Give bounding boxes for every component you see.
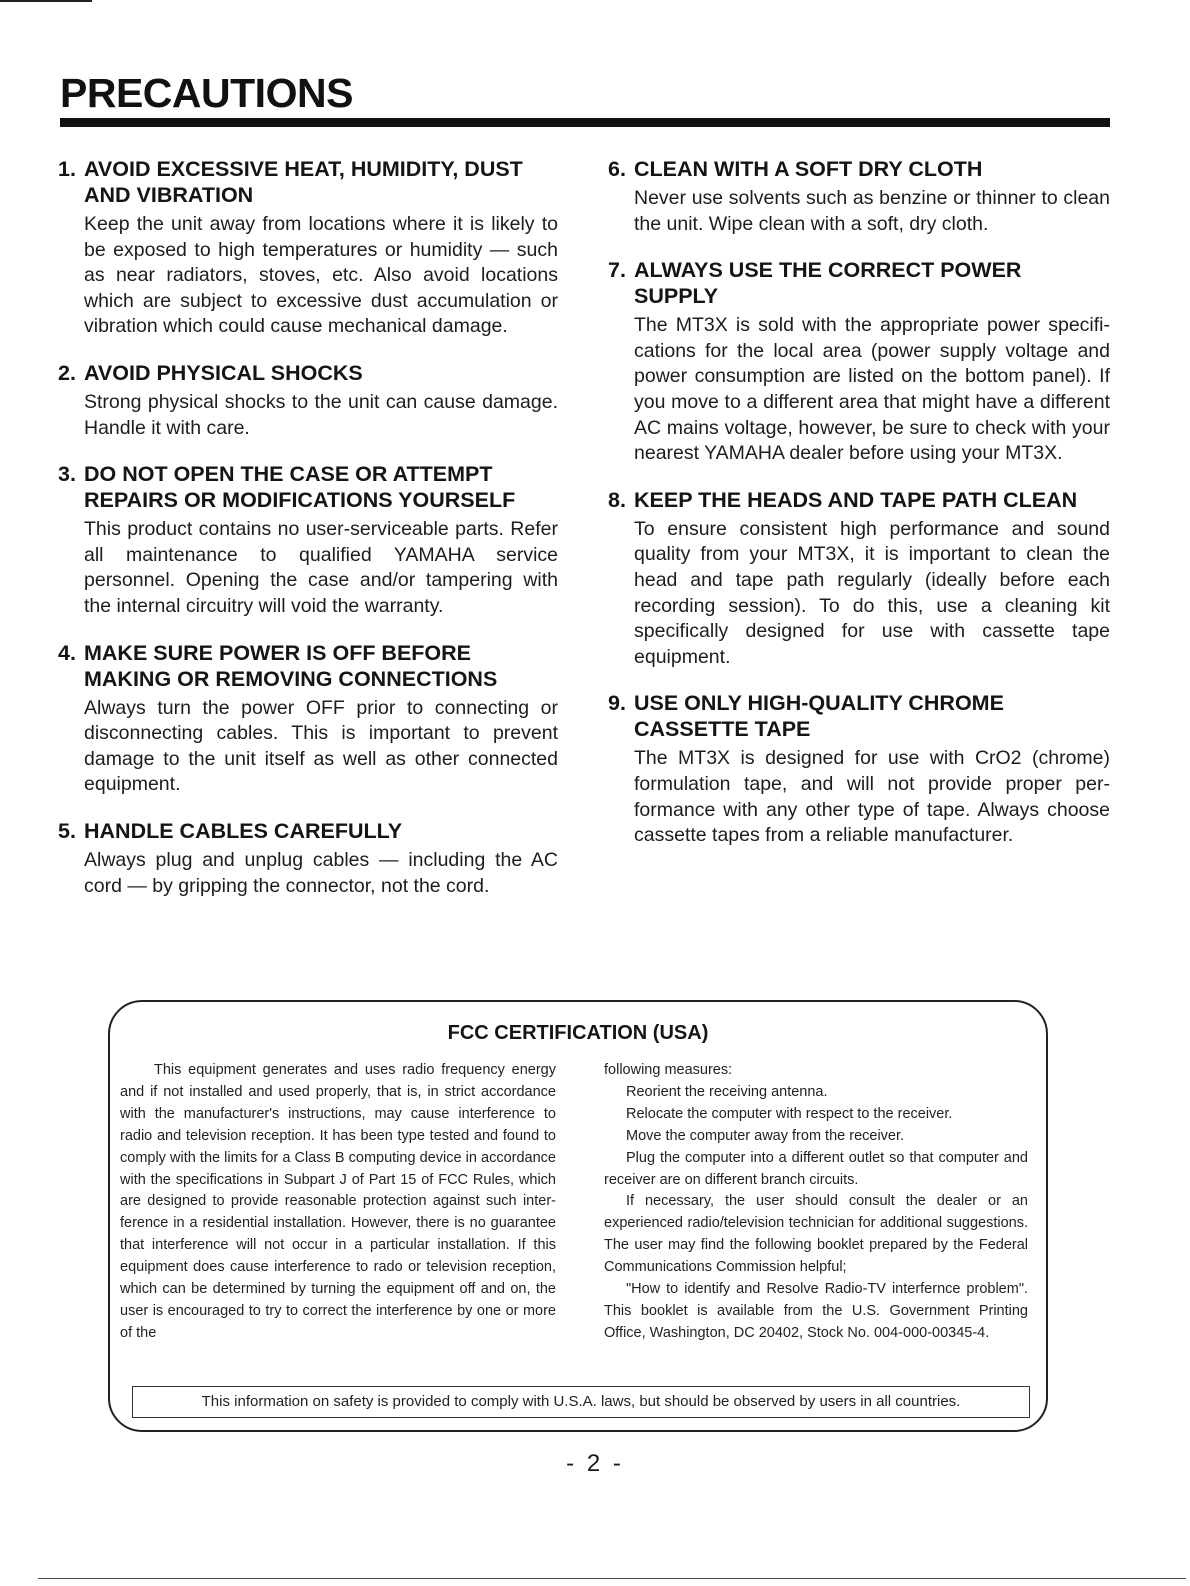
precaution-title: MAKE SURE POWER IS OFF BEFORE MAKING OR REMOVING CONNECTIONS <box>84 640 498 691</box>
precaution-body: To ensure consistent high performance and sound quality from your MT3X, it is important to clean the head and tape path regularly (ideally before each recording session). To do this, use a cleaning kit specifically designed for use with cassette tape equipment. <box>634 517 1110 668</box>
fcc-consult-paragraph: If necessary, the user should consult the dealer or an experienced radio/television technician for additional suggestions. The user may find the following booklet prepared by the Federal Communications Commission helpful; <box>604 1193 1028 1276</box>
title-underline-bar <box>60 118 1110 127</box>
precaution-title: KEEP THE HEADS AND TAPE PATH CLEAN <box>634 487 1078 512</box>
precaution-body: Never use solvents such as benzine or thinner to clean the unit. Wipe clean with a soft, dry cloth. <box>634 187 1110 235</box>
fcc-booklet-paragraph: "How to identify and Resolve Radio-TV interfernce problem". This booklet is available from the U.S. Government Printing Office, Washington, DC 20402, Stock No. 004-000-00345-4. <box>604 1281 1028 1341</box>
precaution-title: AVOID PHYSICAL SHOCKS <box>84 360 363 385</box>
precaution-number: 2. <box>58 360 76 385</box>
fcc-certification-box <box>108 1000 1048 1432</box>
precaution-heading <box>58 461 558 513</box>
fcc-right-column <box>604 1060 1028 1345</box>
fcc-intro-paragraph: This equipment generates and uses radio frequency energy and if not installed and used properly, that is, in strict accordance with the manufacturer's instructions, may cause interference to radio and television reception. It has been type tested and found to comply with the limits for a Class B computing device in accordance with the specifications in Subpart J of Part 15 of FCC Rules, which are designed to provide reasonable protection against such interference in a residential installation. However, there is no guarantee that interference will not occur in a particular installation. If this equipment does cause interference to rado or television reception, which can be determined by turning the equipment off and on, the user is encouraged to try to correct the interference by one or more of the <box>120 1062 556 1341</box>
fcc-left-column <box>120 1060 556 1345</box>
page-title: PRECAUTIONS <box>60 70 353 116</box>
precaution-title: USE ONLY HIGH-QUALITY CHROME CASSETTE TAPE <box>634 691 1004 742</box>
precaution-number: 8. <box>608 487 626 512</box>
precaution-item <box>608 487 1110 671</box>
precaution-heading <box>608 690 1110 742</box>
fcc-measure-item: Reorient the receiving antenna. <box>626 1083 828 1100</box>
precaution-number: 7. <box>608 258 626 283</box>
fcc-measure-item: Move the computer away from the receiver. <box>626 1127 905 1144</box>
bottom-edge-rule <box>38 1578 1186 1579</box>
safety-notice: This information on safety is provided to comply with U.S.A. laws, but should be observed by users in all countries. <box>132 1386 1030 1418</box>
precaution-title: DO NOT OPEN THE CASE OR ATTEMPT REPAIRS OR MODIFICATIONS YOURSELF <box>84 462 516 513</box>
precaution-heading <box>58 818 558 844</box>
precaution-item <box>58 461 558 619</box>
precaution-title: ALWAYS USE THE CORRECT POWER SUPPLY <box>634 258 1022 309</box>
precaution-body: Keep the unit away from locations where it is likely to be exposed to high temperatures or humidity — such as near radiators, stoves, etc. Also avoid locations which are subject to excessive dust accumulation or vibration which could cause mechanical damage. <box>84 213 558 338</box>
precaution-item <box>58 156 558 340</box>
precaution-number: 4. <box>58 640 76 665</box>
precaution-heading <box>608 487 1110 513</box>
precaution-number: 9. <box>608 691 626 716</box>
precaution-item <box>608 156 1110 237</box>
precaution-title: HANDLE CABLES CAREFULLY <box>84 818 403 843</box>
precaution-item <box>608 257 1110 467</box>
precaution-heading <box>58 360 558 386</box>
precautions-right-column <box>608 156 1110 869</box>
fcc-plug-paragraph: Plug the computer into a different outlet so that computer and receiver are on different branch circuits. <box>604 1149 1028 1188</box>
fcc-measure-item: Relocate the computer with respect to the receiver. <box>626 1105 953 1122</box>
fcc-measures-intro: following measures: <box>604 1062 733 1078</box>
precaution-number: 5. <box>58 818 76 843</box>
precaution-number: 6. <box>608 157 626 181</box>
precaution-heading <box>608 156 1110 182</box>
precaution-title: CLEAN WITH A SOFT DRY CLOTH <box>634 157 983 181</box>
precaution-body: Always turn the power OFF prior to connecting or disconnecting cables. This is important to prevent damage to the unit itself as well as other connected equipment. <box>84 696 558 796</box>
fcc-title: FCC CERTIFICATION (USA) <box>447 1022 709 1044</box>
precaution-body: Strong physical shocks to the unit can cause damage. Handle it with care. <box>84 390 558 439</box>
precaution-heading <box>608 257 1110 309</box>
precaution-heading <box>58 156 558 208</box>
page-number: - 2 - <box>566 1450 624 1477</box>
precaution-body: Always plug and unplug cables — including the AC cord — by gripping the connector, not the cord. <box>84 848 558 897</box>
precaution-body: This product contains no user-serviceable parts. Refer all maintenance to qualified YAMAHA service personnel. Opening the case and/or tampering with the internal circuitry will void the warranty. <box>84 518 558 617</box>
precaution-heading <box>58 640 558 692</box>
precaution-number: 3. <box>58 462 76 487</box>
precaution-item <box>58 360 558 441</box>
precaution-title: AVOID EXCESSIVE HEAT, HUMIDITY, DUST AND VIBRATION <box>84 157 523 207</box>
precautions-left-column <box>58 156 558 919</box>
precaution-body: The MT3X is sold with the appropriate power specifications for the local area (power supply voltage and power consumption are listed on the bottom panel). If you move to a different area that might have a different AC mains voltage, however, be sure to check with your nearest YAMAHA dealer before using your MT3X. <box>634 314 1110 465</box>
precaution-body: The MT3X is designed for use with CrO2 (chrome) formulation tape, and will not provide proper performance with any other type of tape. Always choose cassette tapes from a reliable manufacturer. <box>634 747 1110 847</box>
precaution-item <box>58 640 558 798</box>
precaution-item <box>608 690 1110 848</box>
precaution-item <box>58 818 558 899</box>
precaution-number: 1. <box>58 157 76 181</box>
top-edge-rule <box>0 0 92 2</box>
